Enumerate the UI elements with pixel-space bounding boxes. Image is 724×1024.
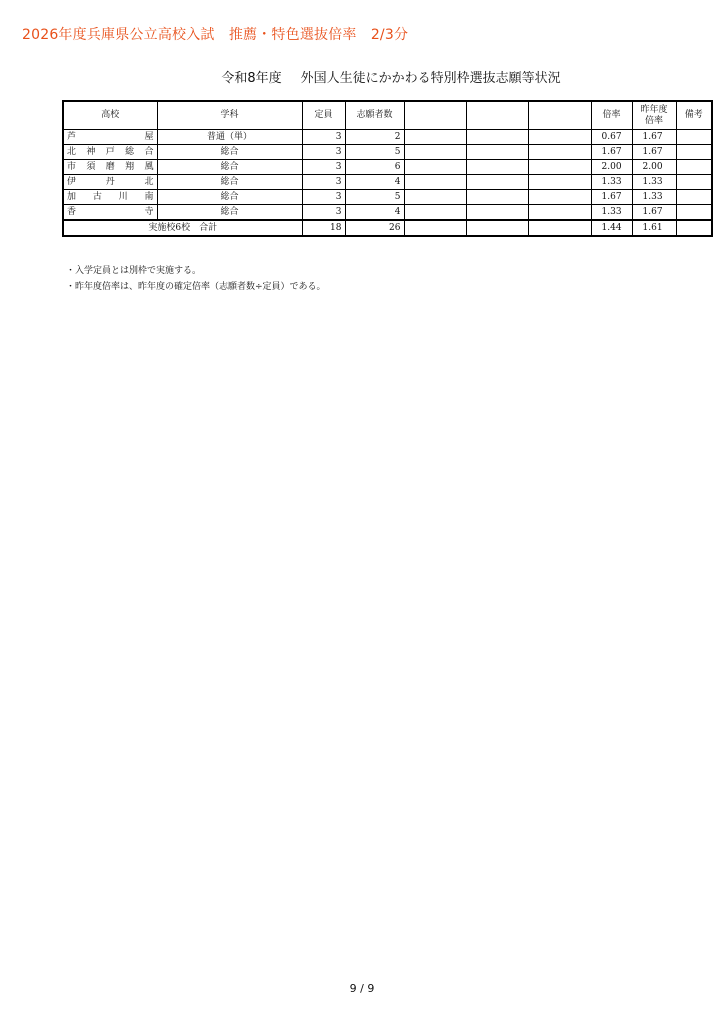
row-note bbox=[676, 175, 712, 190]
header-school: 高校 bbox=[63, 101, 157, 130]
row-blank-1 bbox=[404, 175, 466, 190]
row-blank-1 bbox=[404, 190, 466, 205]
document-title bbox=[0, 67, 724, 86]
total-blank-1 bbox=[404, 220, 466, 236]
row-capacity: 3 bbox=[302, 205, 345, 221]
total-ratio: 1.44 bbox=[591, 220, 632, 236]
table-row bbox=[63, 145, 712, 160]
header-blank-1 bbox=[404, 101, 466, 130]
header-applicants: 志願者数 bbox=[345, 101, 404, 130]
row-ratio: 1.67 bbox=[591, 190, 632, 205]
row-prev-ratio: 1.67 bbox=[632, 205, 676, 221]
row-dept: 普通（単） bbox=[157, 130, 302, 145]
row-blank-1 bbox=[404, 205, 466, 221]
applicant-stats-table bbox=[62, 100, 713, 237]
row-note bbox=[676, 205, 712, 221]
row-blank-2 bbox=[466, 205, 528, 221]
table-row bbox=[63, 175, 712, 190]
page-header: 2026年度兵庫県公立高校入試 推薦・特色選抜倍率 2/3分 bbox=[22, 27, 409, 43]
row-capacity: 3 bbox=[302, 190, 345, 205]
row-capacity: 3 bbox=[302, 160, 345, 175]
table-row bbox=[63, 160, 712, 175]
header-ratio: 倍率 bbox=[591, 101, 632, 130]
row-blank-3 bbox=[528, 160, 591, 175]
row-prev-ratio: 2.00 bbox=[632, 160, 676, 175]
row-blank-2 bbox=[466, 160, 528, 175]
table-header-row bbox=[63, 101, 712, 130]
row-blank-1 bbox=[404, 145, 466, 160]
total-blank-2 bbox=[466, 220, 528, 236]
row-school: 北神戸総合 bbox=[63, 145, 157, 160]
header-prev-ratio-line1: 昨年度 bbox=[640, 104, 668, 115]
document-subtitle: 外国人生徒にかかわる特別枠選抜志願等状況 bbox=[300, 71, 561, 86]
header-prev-ratio-line2: 倍率 bbox=[644, 115, 663, 126]
row-blank-2 bbox=[466, 175, 528, 190]
row-applicants: 4 bbox=[345, 175, 404, 190]
footnote-2: ・昨年度倍率は、昨年度の確定倍率（志願者数÷定員）である。 bbox=[66, 282, 326, 292]
row-prev-ratio: 1.67 bbox=[632, 130, 676, 145]
row-blank-2 bbox=[466, 130, 528, 145]
row-school: 市須磨翔風 bbox=[63, 160, 157, 175]
row-note bbox=[676, 190, 712, 205]
header-blank-2 bbox=[466, 101, 528, 130]
header-dept: 学科 bbox=[157, 101, 302, 130]
row-prev-ratio: 1.33 bbox=[632, 190, 676, 205]
row-note bbox=[676, 145, 712, 160]
footnote-1: ・入学定員とは別枠で実施する。 bbox=[66, 266, 202, 276]
row-blank-1 bbox=[404, 160, 466, 175]
row-blank-3 bbox=[528, 145, 591, 160]
row-prev-ratio: 1.67 bbox=[632, 145, 676, 160]
row-dept: 総合 bbox=[157, 190, 302, 205]
row-dept: 総合 bbox=[157, 205, 302, 221]
row-blank-3 bbox=[528, 130, 591, 145]
header-blank-3 bbox=[528, 101, 591, 130]
header-prev-ratio bbox=[632, 101, 676, 130]
row-dept: 総合 bbox=[157, 160, 302, 175]
row-ratio: 1.33 bbox=[591, 205, 632, 221]
row-applicants: 2 bbox=[345, 130, 404, 145]
row-applicants: 5 bbox=[345, 145, 404, 160]
row-blank-1 bbox=[404, 130, 466, 145]
total-prev-ratio: 1.61 bbox=[632, 220, 676, 236]
row-blank-3 bbox=[528, 175, 591, 190]
table-total-row bbox=[63, 220, 712, 236]
row-blank-2 bbox=[466, 145, 528, 160]
row-ratio: 2.00 bbox=[591, 160, 632, 175]
total-applicants: 26 bbox=[345, 220, 404, 236]
table-row bbox=[63, 190, 712, 205]
page-number: 9 / 9 bbox=[349, 982, 375, 995]
row-note bbox=[676, 160, 712, 175]
header-notes: 備考 bbox=[676, 101, 712, 130]
row-blank-2 bbox=[466, 190, 528, 205]
row-school: 伊丹北 bbox=[63, 175, 157, 190]
row-school: 香寺 bbox=[63, 205, 157, 221]
document-year: 令和8年度 bbox=[221, 71, 282, 86]
row-blank-3 bbox=[528, 205, 591, 221]
total-blank-3 bbox=[528, 220, 591, 236]
footnotes bbox=[66, 263, 326, 295]
row-ratio: 1.67 bbox=[591, 145, 632, 160]
row-capacity: 3 bbox=[302, 175, 345, 190]
row-prev-ratio: 1.33 bbox=[632, 175, 676, 190]
row-ratio: 1.33 bbox=[591, 175, 632, 190]
row-dept: 総合 bbox=[157, 145, 302, 160]
row-capacity: 3 bbox=[302, 145, 345, 160]
row-applicants: 6 bbox=[345, 160, 404, 175]
row-school: 芦屋 bbox=[63, 130, 157, 145]
total-capacity: 18 bbox=[302, 220, 345, 236]
table-row bbox=[63, 130, 712, 145]
row-applicants: 4 bbox=[345, 205, 404, 221]
row-dept: 総合 bbox=[157, 175, 302, 190]
row-school: 加古川南 bbox=[63, 190, 157, 205]
row-capacity: 3 bbox=[302, 130, 345, 145]
row-blank-3 bbox=[528, 190, 591, 205]
total-label: 実施校6校 合計 bbox=[63, 220, 302, 236]
header-capacity: 定員 bbox=[302, 101, 345, 130]
table-row bbox=[63, 205, 712, 221]
row-note bbox=[676, 130, 712, 145]
row-applicants: 5 bbox=[345, 190, 404, 205]
row-ratio: 0.67 bbox=[591, 130, 632, 145]
total-note bbox=[676, 220, 712, 236]
